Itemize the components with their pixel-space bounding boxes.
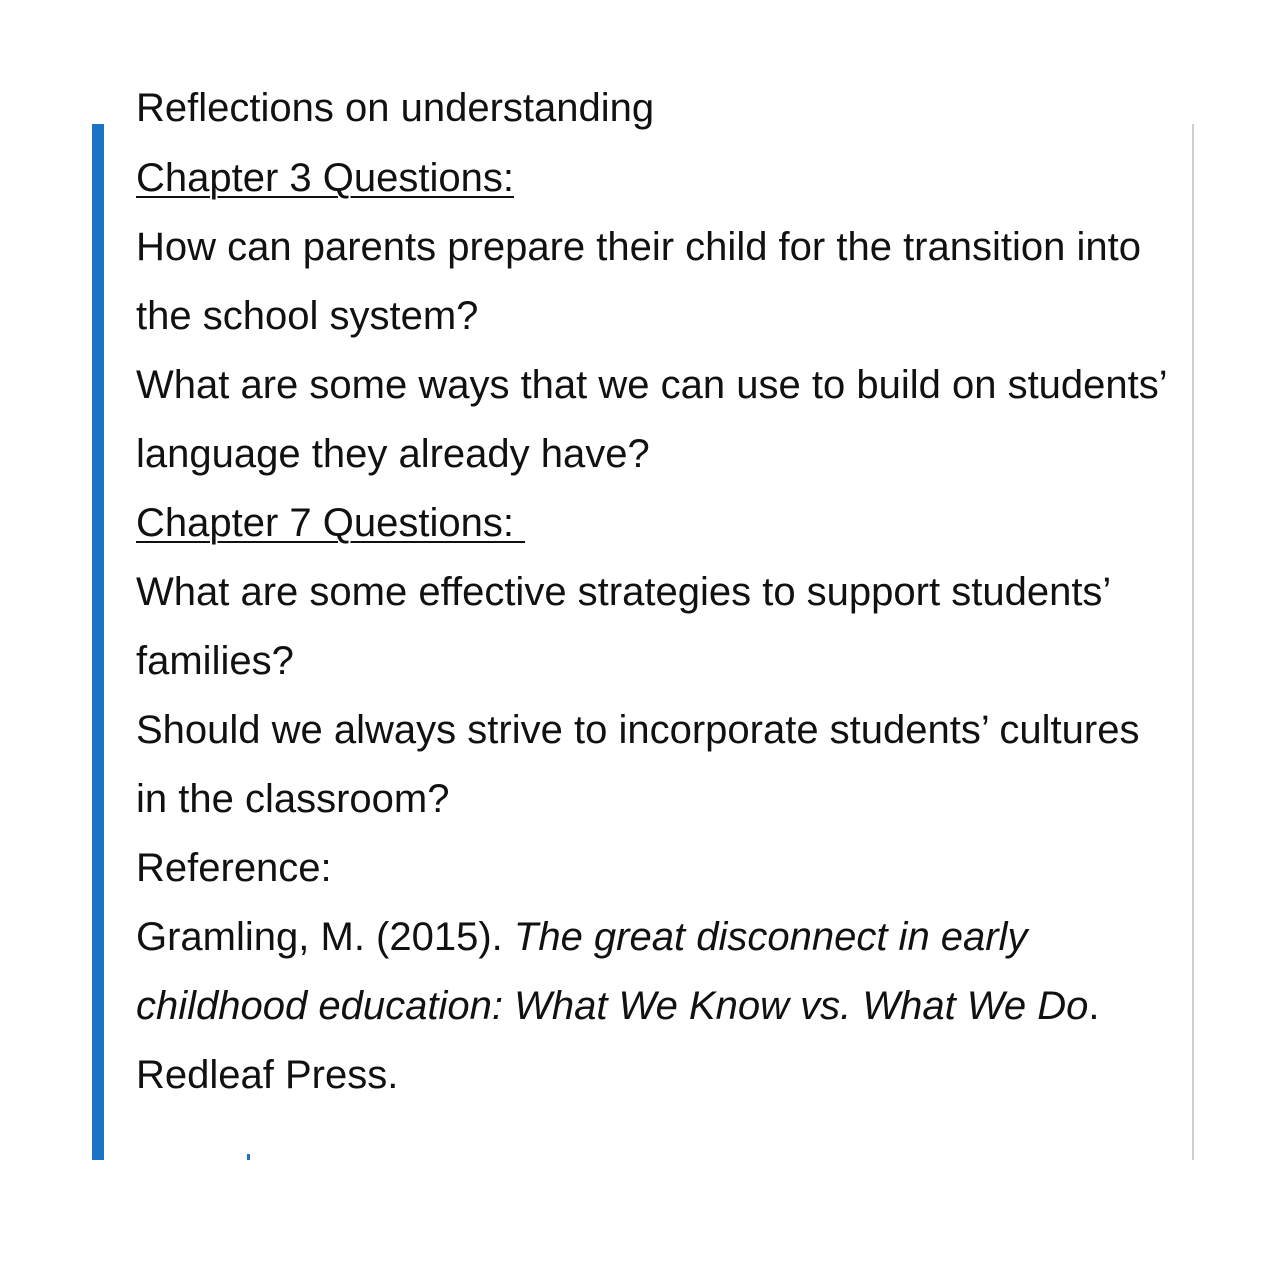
- post-accent-bar: [92, 124, 104, 1160]
- clipped-link-fragment[interactable]: [247, 1154, 250, 1160]
- reference-citation: [136, 903, 1176, 1110]
- chapter-7-question-2: Should we always strive to incorporate students’ cultures in the classroom?: [136, 708, 1140, 821]
- chapter-3-heading: Chapter 3 Questions:: [136, 156, 514, 200]
- reference-label: Reference:: [136, 846, 332, 890]
- chapter-7-heading: Chapter 7 Questions:: [136, 501, 526, 545]
- post-right-border: [1192, 124, 1194, 1160]
- chapter-7-question-1: What are some effective strategies to support students’ families?: [136, 570, 1110, 683]
- discussion-post-card: [92, 86, 1194, 1160]
- chapter-3-question-1: How can parents prepare their child for the transition into the school system?: [136, 225, 1141, 338]
- post-body: [136, 144, 1176, 1110]
- reference-publisher: . Redleaf Press.: [136, 984, 1100, 1097]
- reference-author-year: Gramling, M. (2015).: [136, 915, 514, 959]
- chapter-3-question-2: What are some ways that we can use to build on students’ language they already have?: [136, 363, 1167, 476]
- clipped-text-line: Reflections on understanding: [136, 86, 655, 130]
- reference-title: The great disconnect in early childhood education: What We Know vs. What We Do: [136, 915, 1089, 1028]
